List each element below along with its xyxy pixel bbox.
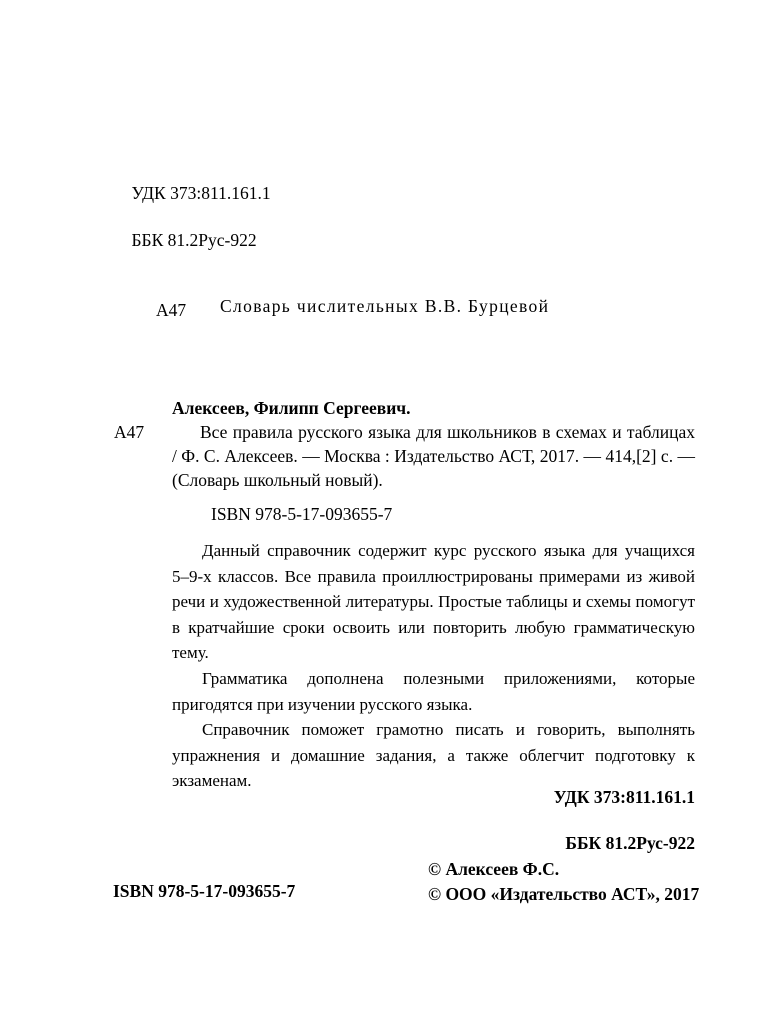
annotation-paragraph: Данный справочник содержит курс русского языка для учащихся 5–9-х классов. Все правила проиллюстрированы примерами из живой речи и художественной литературы. Простые таблицы и схемы помогут в кратчайшие сроки освоить или повторить любую грамматическую тему. [172,541,695,663]
record-author-heading: Алексеев, Филипп Сергеевич. [172,398,411,418]
bibliographic-record [172,396,695,493]
footer-isbn: ISBN 978-5-17-093655-7 [113,881,296,901]
dictionary-credit-line: Словарь числительных В.В. Бурцевой [220,296,550,316]
record-isbn: ISBN 978-5-17-093655-7 [211,504,393,524]
bbk-code-top: ББК 81.2Рус-922 [131,229,257,250]
record-description: Все правила русского языка для школьников в схемах и таблицах / Ф. С. Алексеев. — Москва : Издательство АСТ, 2017. — 414,[2] с. — (Словарь школьный новый). [172,422,695,491]
copyright-author: © Алексеев Ф.С. [428,859,560,879]
annotation-paragraph: Справочник поможет грамотно писать и говорить, выполнять упражнения и домашние задания, а также облегчит подготовку к экзаменам. [172,720,695,791]
udk-code-top: УДК 373:811.161.1 [131,182,271,203]
footer-copyright-block [428,857,699,906]
udk-code-bottom: УДК 373:811.161.1 [553,787,695,807]
annotation-block [172,538,695,794]
shelfmark-code-top: А47 [156,300,187,320]
record-shelfmark: А47 [114,422,145,442]
copyright-publisher: © ООО «Издательство АСТ», 2017 [428,883,700,904]
classification-codes-top [114,158,271,370]
bbk-code-bottom: ББК 81.2Рус-922 [565,833,695,853]
annotation-paragraph: Грамматика дополнена полезными приложениями, которые пригодятся при изучении русского языка. [172,668,695,714]
